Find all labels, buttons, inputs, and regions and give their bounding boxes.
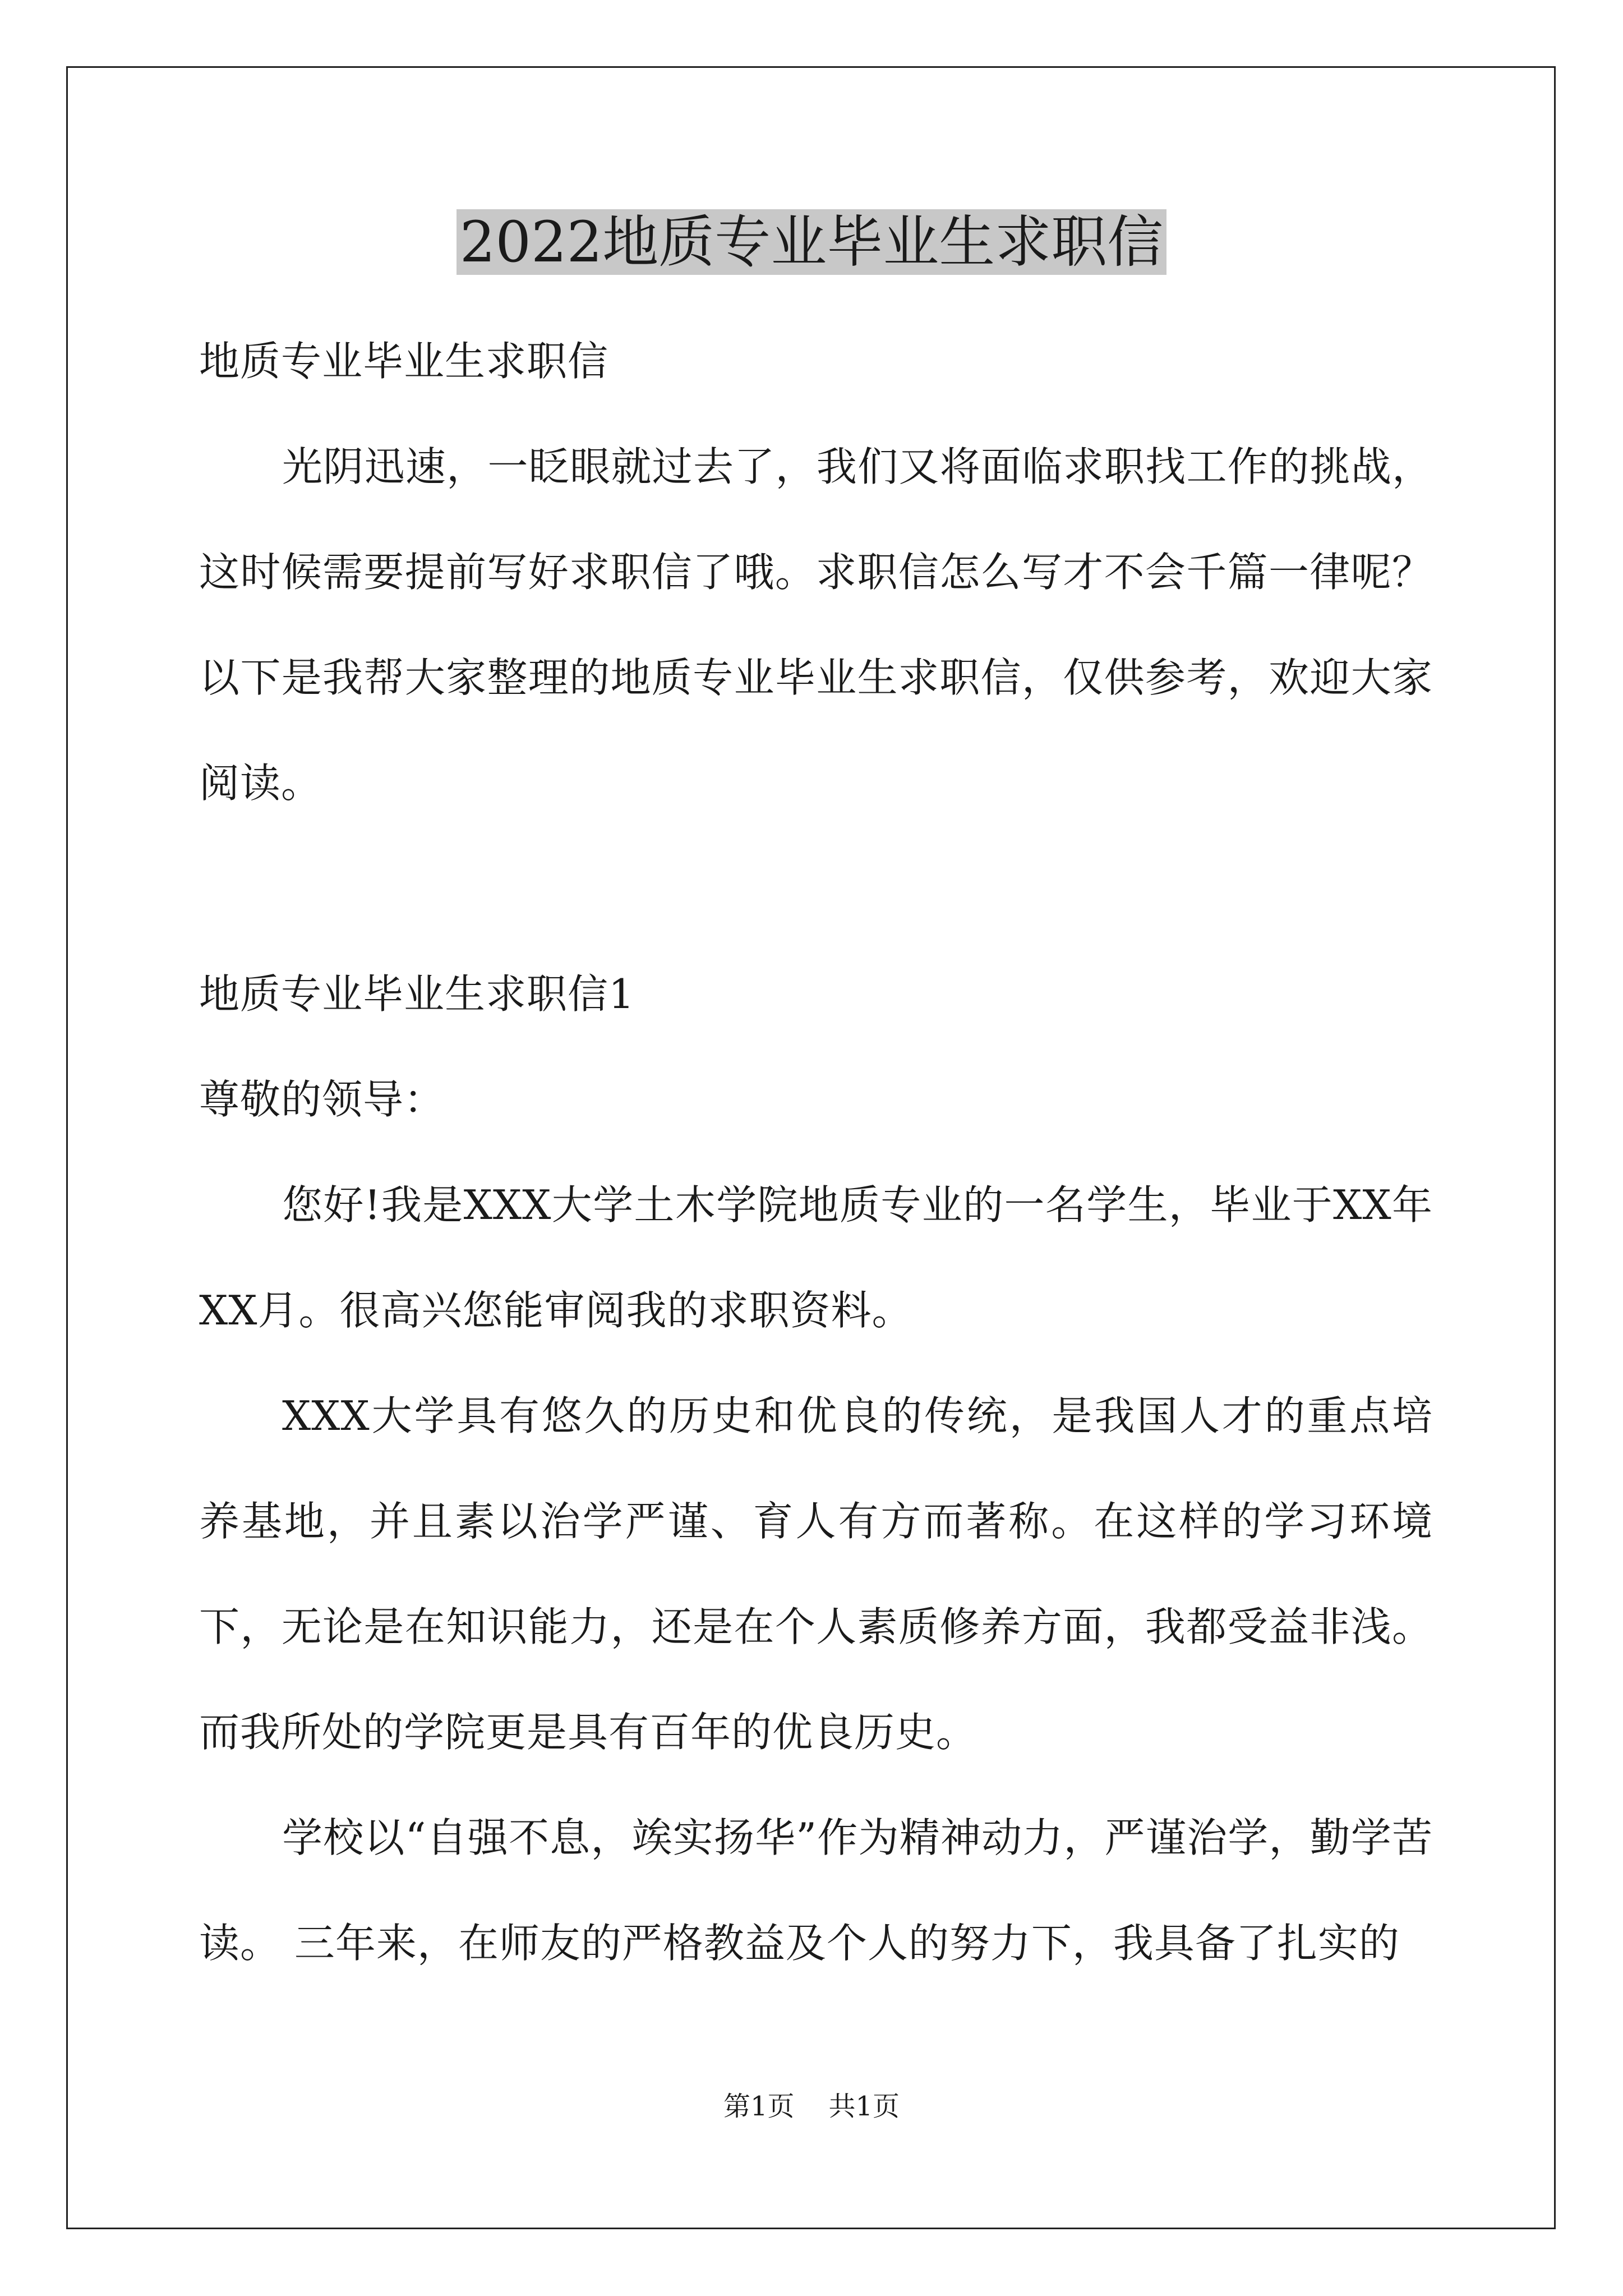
document-body <box>199 309 1433 1996</box>
letter-heading: 地质专业毕业生求职信1 <box>199 970 635 1018</box>
salutation: 尊敬的领导： <box>199 1076 445 1123</box>
paragraph-spacer <box>199 836 1433 941</box>
intro-paragraph: 光阴迅速，一眨眼就过去了，我们又将面临求职找工作的挑战，这时候需要提前写好求职信了哦。求职信怎么写才不会千篇一律呢？以下是我帮大家整理的地质专业毕业生求职信，仅供参考，欢迎大家阅读。 <box>199 443 1433 807</box>
body-paragraph-1: 您好!我是XXX大学土木学院地质专业的一名学生，毕业于XX年XX月。很高兴您能审阅我的求职资料。 <box>199 1181 1433 1334</box>
subtitle-paragraph: 地质专业毕业生求职信 <box>199 338 609 385</box>
page-footer: 第1页 共1页 <box>723 2091 900 2122</box>
document-title-text: 2022地质专业毕业生求职信 <box>457 209 1167 275</box>
body-paragraph-2: XXX大学具有悠久的历史和优良的传统，是我国人才的重点培养基地，并且素以治学严谨、育人有方而著称。在这样的学习环境下，无论是在知识能力，还是在个人素质修养方面，我都受益非浅。而我所处的学院更是具有百年的优良历史。 <box>199 1392 1433 1756</box>
body-paragraph-3: 学校以“自强不息，竢实扬华”作为精神动力，严谨治学，勤学苦读。 三年来，在师友的严格教益及个人的努力下，我具备了扎实的 <box>199 1814 1433 1967</box>
document-title <box>0 203 1623 282</box>
